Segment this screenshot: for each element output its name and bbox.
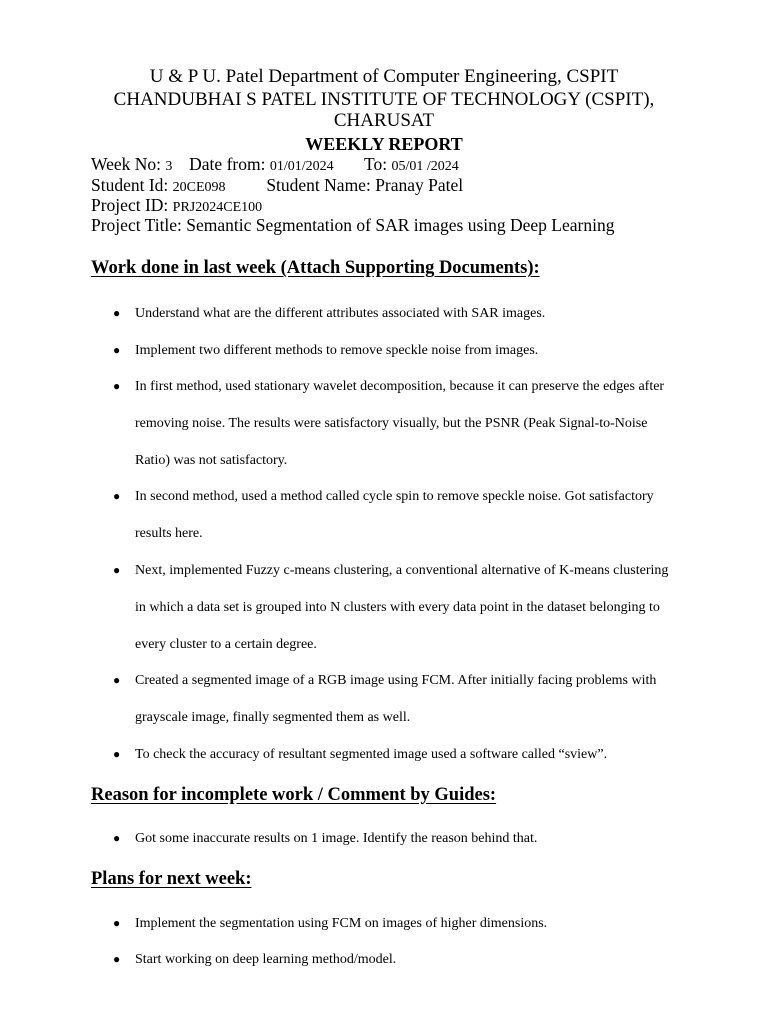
list-item-text: Implement two different methods to remove speckle noise from images. bbox=[135, 343, 539, 358]
department-name: U & P U. Patel Department of Computer Engineering, CSPIT bbox=[149, 66, 619, 87]
list-item-text: Got some inaccurate results on 1 image. Identify the reason behind that. bbox=[135, 831, 538, 846]
project-title-value: Semantic Segmentation of SAR images using Deep Learning bbox=[186, 215, 615, 235]
bullet-icon: ● bbox=[113, 831, 121, 845]
bullet-icon: ● bbox=[113, 489, 121, 503]
project-title-label: Project Title: bbox=[91, 215, 182, 235]
student-name-label: Student Name: bbox=[266, 175, 371, 195]
list-item-text: Start working on deep learning method/model. bbox=[135, 952, 397, 967]
list-item-text: Next, implemented Fuzzy c-means clustering, a conventional alternative of K-means clustering in which a data set is grouped into N clusters with every data point in the dataset belonging to every cluster to a certain degree. bbox=[135, 563, 669, 652]
bullet-icon: ● bbox=[113, 673, 121, 687]
week-value: 3 bbox=[165, 159, 173, 174]
bullet-icon: ● bbox=[113, 306, 121, 320]
bullet-icon: ● bbox=[113, 952, 121, 966]
list-item-text: To check the accuracy of resultant segmented image used a software called “sview”. bbox=[135, 747, 608, 762]
date-from-value: 01/01/2024 bbox=[269, 159, 334, 174]
date-to-label: To: bbox=[364, 154, 388, 174]
student-name-value: Pranay Patel bbox=[375, 175, 464, 195]
university-name: CHARUSAT bbox=[333, 110, 435, 131]
project-title-row bbox=[91, 215, 614, 235]
bullet-icon: ● bbox=[113, 916, 121, 930]
plans-heading: Plans for next week: bbox=[91, 869, 252, 889]
institute-name: CHANDUBHAI S PATEL INSTITUTE OF TECHNOLOGY (CSPIT), bbox=[113, 89, 655, 110]
bullet-icon: ● bbox=[113, 343, 121, 357]
bullet-icon: ● bbox=[113, 379, 121, 393]
project-id-value: PRJ2024CE100 bbox=[172, 200, 263, 215]
list-item-text: Implement the segmentation using FCM on images of higher dimensions. bbox=[135, 916, 548, 931]
student-id-value: 20CE098 bbox=[172, 180, 226, 195]
date-to-value: 05/01 /2024 bbox=[391, 159, 459, 174]
work-done-heading: Work done in last week (Attach Supporting Documents): bbox=[91, 258, 540, 278]
list-item-text: Created a segmented image of a RGB image using FCM. After initially facing problems with grayscale image, finally segmented them as well. bbox=[135, 673, 657, 725]
bullet-icon: ● bbox=[113, 563, 121, 577]
week-row bbox=[91, 154, 459, 177]
list-item-text: In second method, used a method called cycle spin to remove speckle noise. Got satisfactory results here. bbox=[135, 489, 654, 541]
week-label: Week No: bbox=[91, 154, 162, 174]
date-from-label: Date from: bbox=[189, 154, 266, 174]
list-item-text: In first method, used stationary wavelet decomposition, because it can preserve the edges after removing noise. The results were satisfactory visually, but the PSNR (Peak Signal-to-Noise Ratio) was not satisfactory. bbox=[135, 379, 665, 468]
bullet-icon: ● bbox=[113, 747, 121, 761]
report-title: WEEKLY REPORT bbox=[305, 134, 463, 154]
project-id-label: Project ID: bbox=[91, 195, 169, 215]
list-item-text: Understand what are the different attributes associated with SAR images. bbox=[135, 306, 546, 321]
reason-heading: Reason for incomplete work / Comment by Guides: bbox=[91, 785, 497, 805]
student-id-label: Student Id: bbox=[91, 175, 169, 195]
